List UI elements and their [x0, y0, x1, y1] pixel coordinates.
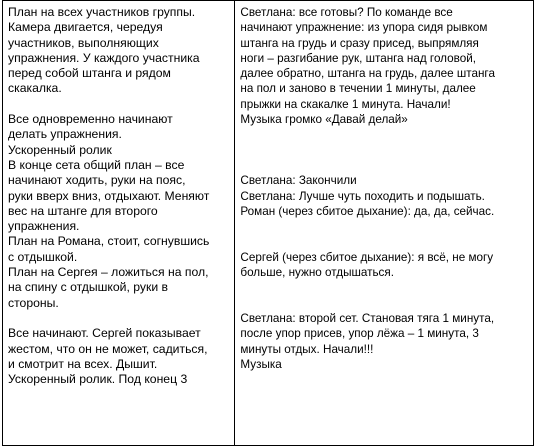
dialogue-text-line — [240, 296, 528, 311]
action-text-line: План на Романа, стоит, согнувшись — [8, 234, 210, 249]
action-text-line: с отдышкой. — [8, 249, 78, 264]
action-text-line: Все начинают. Сергей показывает — [8, 326, 201, 341]
dialogue-text-line — [240, 234, 528, 249]
action-text-line: Камера двигается, чередуя — [8, 20, 163, 35]
dialogue-text-line: больше, нужно отдышаться. — [240, 266, 394, 280]
action-text-line — [8, 311, 229, 326]
dialogue-text-line: Сергей (через сбитое дыхание): я всё, не могу — [240, 250, 494, 264]
dialogue-text-line: ноги – разгибание рук, штанга над головой, — [240, 51, 476, 65]
dialogue-text-line: Светлана: Лучше чуть походить и подышать. — [240, 189, 485, 203]
action-text-line: стороны. — [8, 295, 59, 310]
action-text-line: участников, выполняющих — [8, 35, 159, 50]
action-text-line: упражнения. У каждого участника — [8, 50, 200, 65]
action-text-line: План на Сергея – ложиться на пол, — [8, 265, 209, 280]
action-text-line: вес на штанге для второго — [8, 203, 158, 218]
action-text-line: скакалка. — [8, 81, 62, 96]
action-text-line: руки вверх вниз, отдыхают. Меняют — [8, 188, 210, 203]
dialogue-text-line: Светлана: второй сет. Становая тяга 1 минута, — [240, 311, 495, 325]
action-text-line: План на всех участников группы. — [8, 5, 196, 19]
action-text-line — [8, 97, 229, 112]
dialogue-text-line: на пол и заново в течении 1 минуты, далее — [240, 82, 476, 96]
dialogue-text-line: Музыка — [240, 357, 282, 371]
dialogue-text-line: Светлана: Закончили — [240, 174, 357, 188]
action-text-line: Ускоренный ролик — [8, 142, 112, 157]
dialogue-text-line: штанга на грудь и сразу присед, выпрямляя — [240, 36, 479, 50]
action-text-line: упражнения. — [8, 219, 80, 234]
dialogue-text-line: прыжки на скакалке 1 минута. Начали! — [240, 97, 451, 111]
dialogue-text-line — [240, 143, 528, 158]
dialogue-text-line: далее обратно, штанга на грудь, далее штанга — [240, 67, 495, 81]
action-text-line: Все одновременно начинают — [8, 112, 173, 127]
dialogue-text-line: Светлана: все готовы? По команде все — [240, 6, 453, 19]
dialogue-text-line — [240, 127, 528, 142]
action-text-line: жестом, что он не может, садиться, — [8, 341, 208, 356]
dialogue-text-line — [240, 280, 528, 295]
dialogue-text-line — [240, 372, 528, 387]
dialogue-text-line: минуты отдых. Начали!!! — [240, 342, 374, 356]
dialogue-text-line: после упор присев, упор лёжа – 1 минута, 3 — [240, 327, 479, 341]
action-text-line: перед собой штанга и рядом — [8, 66, 171, 81]
dialogue-text-line: Музыка громко «Давай делай» — [240, 113, 408, 127]
script-table — [2, 0, 534, 446]
dialogue-text-line — [240, 158, 528, 173]
dialogue-text-line: Роман (через сбитое дыхание): да, да, сейчас. — [240, 204, 495, 218]
dialogue-text-line — [240, 219, 528, 234]
action-text-line: начинают ходить, руки на пояс, — [8, 173, 186, 188]
action-description-cell — [3, 1, 235, 446]
action-text-line: и смотрит на всех. Дышит. — [8, 356, 158, 371]
action-text-line: на спину с отдышкой, руки в — [8, 280, 168, 295]
dialogue-cell — [235, 1, 534, 446]
action-text-line: делать упражнения. — [8, 127, 122, 142]
dialogue-text-line: начинают упражнение: из упора сидя рывком — [240, 21, 488, 35]
action-text-line: В конце сета общий план – все — [8, 157, 185, 172]
table-row — [3, 1, 534, 446]
action-text-line: Ускоренный ролик. Под конец 3 — [8, 372, 188, 387]
